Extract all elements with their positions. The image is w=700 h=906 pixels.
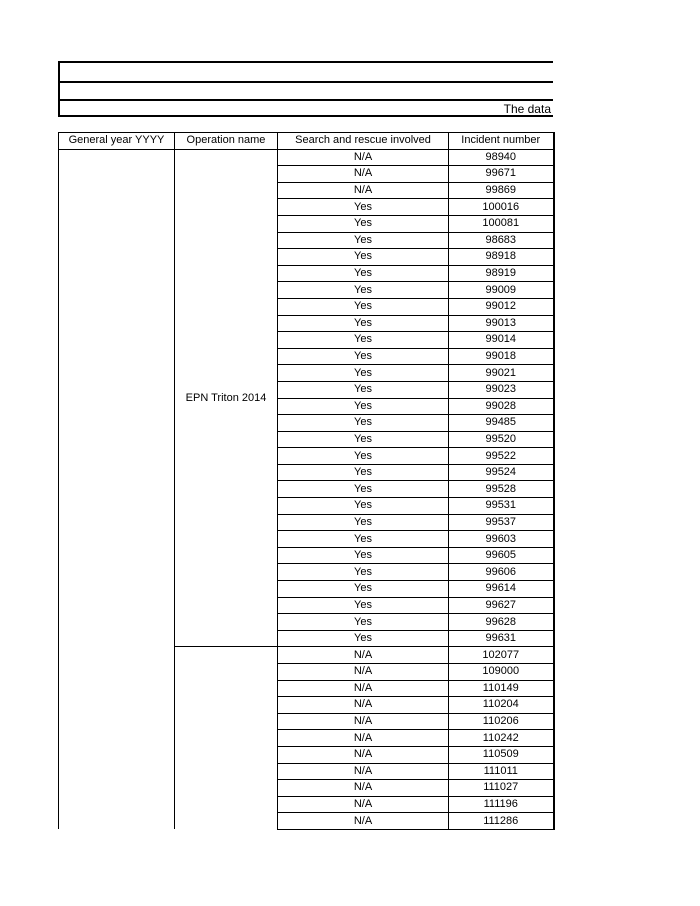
sar-cell: N/A	[278, 647, 449, 664]
sar-cell: N/A	[278, 149, 449, 166]
incident-cell: 99537	[449, 514, 554, 531]
column-header-operation: Operation name	[175, 133, 278, 150]
sar-cell: Yes	[278, 365, 449, 382]
incident-cell: 111027	[449, 780, 554, 797]
sar-cell: Yes	[278, 448, 449, 465]
sar-cell: N/A	[278, 697, 449, 714]
incident-cell: 99018	[449, 348, 554, 365]
incident-cell: 111286	[449, 813, 554, 830]
incident-cell: 102077	[449, 647, 554, 664]
incident-cell: 100081	[449, 215, 554, 232]
incident-cell: 99014	[449, 332, 554, 349]
column-header-sar: Search and rescue involved	[278, 133, 449, 150]
incident-cell: 99013	[449, 315, 554, 332]
incident-cell: 99524	[449, 464, 554, 481]
incident-cell: 98683	[449, 232, 554, 249]
year-cell	[59, 149, 175, 829]
sar-cell: N/A	[278, 680, 449, 697]
sar-cell: Yes	[278, 315, 449, 332]
sar-cell: Yes	[278, 630, 449, 647]
sar-cell: Yes	[278, 431, 449, 448]
incident-cell: 100016	[449, 199, 554, 216]
incident-cell: 99627	[449, 597, 554, 614]
table-row	[59, 149, 554, 166]
table-body	[59, 149, 554, 829]
sar-cell: Yes	[278, 232, 449, 249]
sar-cell: Yes	[278, 531, 449, 548]
sar-cell: Yes	[278, 398, 449, 415]
incident-cell: 99528	[449, 481, 554, 498]
incident-cell: 110509	[449, 746, 554, 763]
incident-cell: 110206	[449, 713, 554, 730]
sar-cell: N/A	[278, 166, 449, 183]
sar-cell: Yes	[278, 249, 449, 266]
sar-cell: N/A	[278, 182, 449, 199]
sar-cell: Yes	[278, 348, 449, 365]
sar-cell: Yes	[278, 415, 449, 432]
sar-cell: Yes	[278, 514, 449, 531]
sar-cell: Yes	[278, 564, 449, 581]
incident-table	[58, 132, 555, 830]
incident-cell: 99520	[449, 431, 554, 448]
incident-cell: 99605	[449, 547, 554, 564]
sar-cell: Yes	[278, 481, 449, 498]
sar-cell: Yes	[278, 298, 449, 315]
sar-cell: N/A	[278, 796, 449, 813]
report-note-row	[58, 99, 553, 117]
sar-cell: Yes	[278, 332, 449, 349]
incident-cell: 110204	[449, 697, 554, 714]
sar-cell: N/A	[278, 730, 449, 747]
incident-cell: 99603	[449, 531, 554, 548]
incident-cell: 99028	[449, 398, 554, 415]
incident-cell: 109000	[449, 664, 554, 681]
sar-cell: N/A	[278, 763, 449, 780]
incident-cell: 99628	[449, 614, 554, 631]
column-header-incident: Incident number	[449, 133, 554, 150]
sar-cell: N/A	[278, 813, 449, 830]
data-note: The data	[503, 102, 551, 116]
incident-cell: 99671	[449, 166, 554, 183]
report-subtitle-row	[58, 81, 553, 99]
incident-cell: 99012	[449, 298, 554, 315]
sar-cell: Yes	[278, 199, 449, 216]
incident-cell: 99606	[449, 564, 554, 581]
sar-cell: N/A	[278, 746, 449, 763]
sar-cell: Yes	[278, 498, 449, 515]
incident-cell: 99023	[449, 381, 554, 398]
incident-cell: 99869	[449, 182, 554, 199]
incident-cell: 99522	[449, 448, 554, 465]
incident-cell: 99485	[449, 415, 554, 432]
sar-cell: Yes	[278, 282, 449, 299]
sar-cell: N/A	[278, 713, 449, 730]
sar-cell: Yes	[278, 581, 449, 598]
incident-cell: 98940	[449, 149, 554, 166]
incident-cell: 98919	[449, 265, 554, 282]
incident-cell: 99614	[449, 581, 554, 598]
incident-cell: 111196	[449, 796, 554, 813]
incident-cell: 111011	[449, 763, 554, 780]
sar-cell: Yes	[278, 215, 449, 232]
incident-cell: 98918	[449, 249, 554, 266]
table-header-row	[59, 133, 554, 150]
incident-cell: 99021	[449, 365, 554, 382]
incident-cell: 99531	[449, 498, 554, 515]
incident-cell: 110242	[449, 730, 554, 747]
sar-cell: Yes	[278, 265, 449, 282]
incident-cell: 99631	[449, 630, 554, 647]
column-header-year: General year YYYY	[59, 133, 175, 150]
sar-cell: Yes	[278, 381, 449, 398]
sar-cell: Yes	[278, 614, 449, 631]
sar-cell: N/A	[278, 664, 449, 681]
sar-cell: Yes	[278, 597, 449, 614]
incident-cell: 99009	[449, 282, 554, 299]
sar-cell: N/A	[278, 780, 449, 797]
incident-cell: 110149	[449, 680, 554, 697]
operation-cell: EPN Triton 2014	[175, 149, 278, 647]
sar-cell: Yes	[278, 547, 449, 564]
report-title-row	[58, 61, 553, 81]
operation-cell	[175, 647, 278, 830]
sar-cell: Yes	[278, 464, 449, 481]
